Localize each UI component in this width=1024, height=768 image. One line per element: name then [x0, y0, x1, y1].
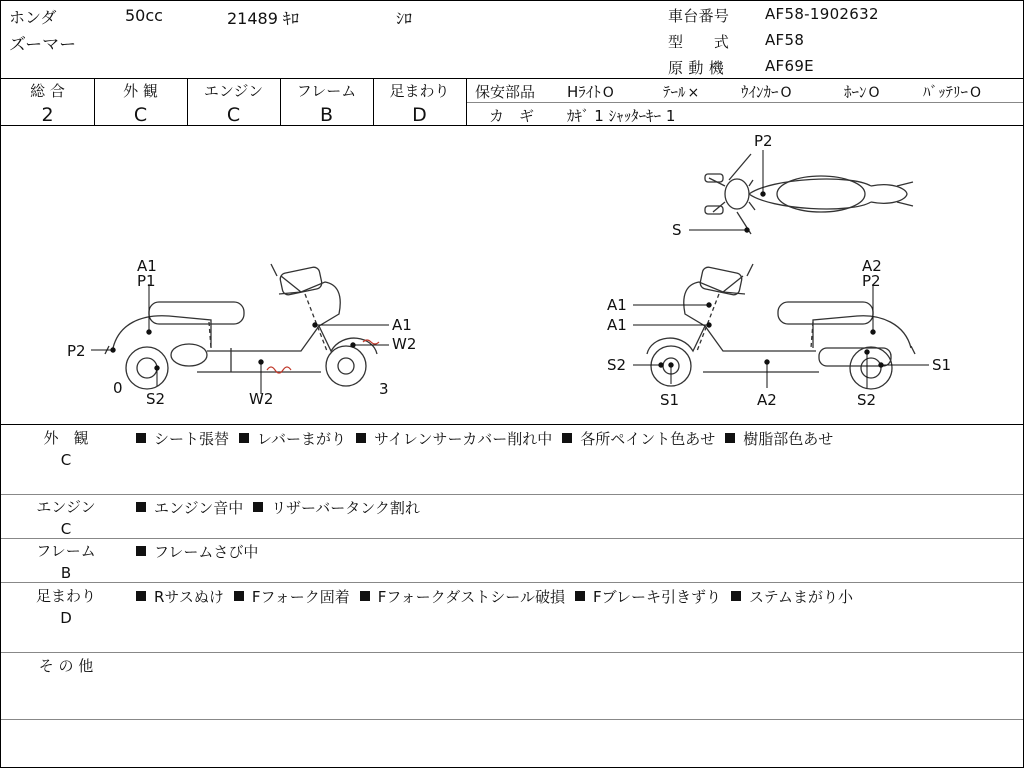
section-engine-items [136, 497, 430, 518]
grade-label: フレーム [296, 82, 357, 100]
frame-no-label: 車台番号 [668, 7, 730, 25]
section-label: エンジン [36, 498, 96, 516]
body-color: ｼﾛ [396, 9, 413, 28]
section-exterior-items [136, 428, 843, 449]
safety-item-name: Hﾗｲﾄ [567, 83, 601, 101]
section-label: フレーム [36, 542, 96, 560]
safety-item-name: ﾃｰﾙ [663, 83, 686, 101]
bullet-square-icon [234, 591, 244, 601]
remark-item: リザーバータンク割れ [253, 499, 420, 517]
remark-item: エンジン音中 [136, 499, 243, 517]
safety-item-mark: × [687, 85, 700, 101]
grade-engine [187, 79, 280, 125]
grade-value: 2 [41, 104, 54, 126]
remark-item: Fフォークダストシール破損 [360, 588, 565, 606]
remark-item: Fブレーキ引きずり [575, 588, 721, 606]
grade-suspension [373, 79, 466, 125]
safety-item-horn [844, 81, 880, 102]
bullet-square-icon [239, 433, 249, 443]
grade-label: エンジン [203, 82, 264, 100]
label-p2: P2 [67, 342, 86, 360]
bullet-square-icon [731, 591, 741, 601]
remark-item: 各所ペイント色あせ [562, 430, 715, 448]
bullet-square-icon [136, 502, 146, 512]
label-w2: W2 [392, 335, 417, 353]
grade-value: C [226, 104, 241, 126]
label-three: 3 [379, 380, 389, 398]
section-frame-label [21, 540, 111, 584]
safety-item-mark: O [970, 85, 982, 101]
label-a1: A1 [607, 296, 627, 314]
remark-item: レバーまがり [239, 430, 346, 448]
label-a2: A2 [757, 391, 777, 409]
remark-item: サイレンサーカバー削れ中 [356, 430, 552, 448]
type-value: AF58 [765, 31, 805, 49]
bullet-square-icon [356, 433, 366, 443]
grade-exterior [94, 79, 187, 125]
label-s: S [672, 221, 682, 239]
label-s1: S1 [932, 356, 952, 374]
remark-item: 樹脂部色あせ [725, 430, 833, 448]
label-p1: P1 [137, 272, 156, 290]
section-label: そ の 他 [38, 657, 94, 675]
divider [1, 652, 1023, 653]
key-label: カ ギ [489, 107, 535, 125]
safety-item-taillight [663, 81, 699, 102]
scooter-diagram [1, 126, 1023, 424]
label-w2: W2 [249, 390, 274, 408]
grade-value: D [412, 104, 427, 126]
mileage: 21489 ｷﾛ [227, 9, 299, 28]
safety-item-name: ｳｲﾝｶｰ [741, 83, 779, 101]
divider [1, 494, 1023, 495]
bullet-square-icon [575, 591, 585, 601]
divider [467, 102, 1023, 103]
safety-title: 保安部品 [475, 83, 536, 101]
frame-no: AF58-1902632 [765, 5, 879, 23]
divider [466, 78, 467, 125]
grade-value: C [133, 104, 148, 126]
label-s2: S2 [607, 356, 627, 374]
grade-value: B [319, 104, 334, 126]
safety-item-headlight [567, 81, 614, 102]
label-s1: S1 [660, 391, 680, 409]
section-suspension-label [21, 585, 111, 629]
safety-item-mark: O [868, 85, 880, 101]
type-label: 型 式 [668, 33, 730, 51]
grade-label: 足まわり [389, 82, 450, 100]
section-suspension-items [136, 586, 863, 607]
section-grade: C [60, 520, 72, 538]
section-grade: C [60, 451, 72, 469]
bullet-square-icon [725, 433, 735, 443]
label-p2: P2 [754, 132, 773, 150]
divider [1, 582, 1023, 583]
bullet-square-icon [136, 591, 146, 601]
section-label: 外 観 [43, 429, 89, 447]
grade-label: 総 合 [30, 82, 65, 100]
key-value: ｶｷﾞ 1 ｼｬｯﾀｰｷｰ 1 [567, 107, 676, 125]
label-a1: A1 [607, 316, 627, 334]
safety-item-winker [741, 81, 792, 102]
bullet-square-icon [136, 433, 146, 443]
grade-frame [280, 79, 373, 125]
safety-item-battery [923, 81, 981, 102]
section-exterior-label [21, 427, 111, 471]
bullet-square-icon [360, 591, 370, 601]
remark-item: シート張替 [136, 430, 229, 448]
safety-item-mark: O [602, 85, 614, 101]
divider [1, 538, 1023, 539]
section-frame-items [136, 541, 268, 562]
section-grade: D [60, 609, 72, 627]
label-zero: 0 [113, 379, 123, 397]
section-engine-label [21, 496, 111, 540]
label-s2: S2 [857, 391, 877, 409]
label-s2: S2 [146, 390, 166, 408]
bullet-square-icon [136, 546, 146, 556]
label-a1: A1 [392, 316, 412, 334]
label-a1: A1 [137, 257, 157, 275]
remark-item: Rサスぬけ [136, 588, 224, 606]
remark-item: フレームさび中 [136, 543, 258, 561]
maker: ホンダ [9, 8, 57, 27]
label-a2: A2 [862, 257, 882, 275]
bullet-square-icon [253, 502, 263, 512]
grade-overall [1, 79, 94, 125]
scooter-top-view [705, 154, 913, 234]
safety-item-name: ﾊﾞｯﾃﾘｰ [923, 83, 969, 101]
section-other-label [21, 655, 111, 677]
divider [1, 719, 1023, 720]
engine-value: AF69E [765, 57, 814, 75]
remark-item: ステムまがり小 [731, 588, 853, 606]
engine-label: 原 動 機 [668, 59, 725, 77]
section-label: 足まわり [35, 587, 96, 605]
section-grade: B [60, 564, 72, 582]
divider [1, 424, 1023, 425]
grade-label: 外 観 [123, 82, 158, 100]
bullet-square-icon [562, 433, 572, 443]
label-p2: P2 [862, 272, 881, 290]
displacement: 50cc [125, 6, 163, 25]
safety-item-mark: O [780, 85, 792, 101]
safety-item-name: ﾎｰﾝ [844, 83, 867, 101]
model-name: ズーマー [9, 35, 77, 55]
remark-item: Fフォーク固着 [234, 588, 350, 606]
